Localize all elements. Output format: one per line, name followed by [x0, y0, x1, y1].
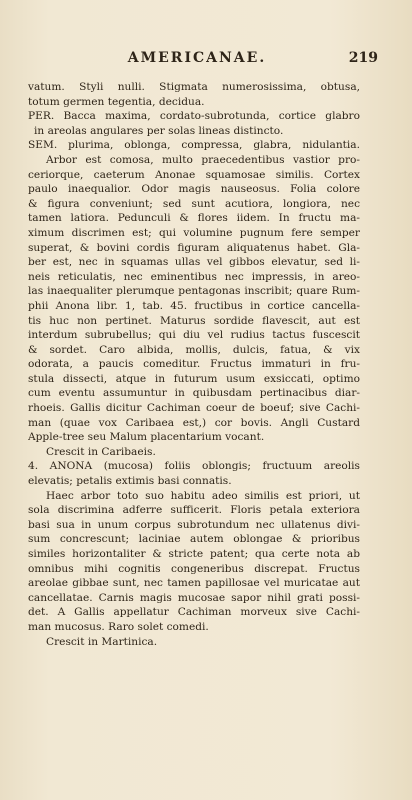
text-line: det. A Gallis appellatur Cachiman morveux sive Cachi- [28, 606, 360, 619]
text-line: man mucosus. Raro solet comedi. [28, 620, 209, 633]
text-line: las inaequaliter plerumque pentagonas inscribit; quare Rum- [28, 285, 360, 298]
text-line: areolae gibbae sunt, nec tamen papillosae vel muricatae aut [28, 577, 360, 590]
text-line: neis reticulatis, nec eminentibus nec impressis, in areo- [28, 270, 360, 283]
text-line: Arbor est comosa, multo praecedentibus vastior pro- [46, 153, 360, 166]
text-line: cancellatae. Carnis magis mucosae sapor nihil grati possi- [28, 591, 360, 604]
running-head: AMERICANAE. [127, 50, 267, 66]
text-line: in areolas angulares per solas lineas distincto. [34, 124, 284, 137]
page-number: 219 [348, 50, 378, 66]
body-text [28, 80, 360, 649]
text-line: stula dissecti, atque in futurum usum exsiccati, optimo [28, 372, 360, 385]
text-line: cum eventu assumuntur in quibusdam pertinacibus diar- [28, 387, 360, 400]
text-line: SEM. plurima, oblonga, compressa, glabra, nidulantia. [28, 139, 360, 152]
text-line: Haec arbor toto suo habitu adeo similis est priori, ut [46, 489, 360, 502]
page-header [16, 50, 378, 70]
text-line: Crescit in Martinica. [46, 635, 158, 648]
text-line: ber est, nec in squamas ullas vel gibbos elevatur, sed li- [28, 256, 360, 269]
text-line: rhoeis. Gallis dicitur Cachiman coeur de boeuf; sive Cachi- [28, 402, 360, 415]
text-line: ximum discrimen est; qui volumine pugnum fere semper [28, 226, 360, 239]
text-line: Crescit in Caribaeis. [46, 445, 156, 458]
text-line: vatum. Styli nulli. Stigmata numerosissima, obtusa, [28, 81, 360, 93]
text-line: & figura conveniunt; sed sunt acutiora, longiora, nec [28, 197, 360, 210]
text-line: totum germen tegentia, decidua. [28, 95, 205, 108]
text-line: paulo inaequalior. Odor magis nauseosus. Folia colore [28, 183, 360, 196]
text-line: Apple-tree seu Malum placentarium vocant. [28, 431, 265, 444]
text-line: phii Anona libr. 1, tab. 45. fructibus in cortice cancella- [28, 299, 360, 312]
text-line: omnibus mihi cognitis congeneribus discrepat. Fructus [28, 562, 360, 575]
text-line: odorata, a paucis comeditur. Fructus immaturi in fru- [28, 358, 360, 371]
text-line: tis huc non pertinet. Maturus sordide flavescit, aut est [28, 314, 360, 327]
text-line: 4. ANONA (mucosa) foliis oblongis; fructuum areolis [28, 460, 360, 473]
text-line: PER. Bacca maxima, cordato-subrotunda, cortice glabro [28, 110, 360, 123]
text-line: elevatis; petalis extimis basi connatis. [28, 475, 232, 488]
text-line: sola discrimina adferre sufficerit. Floris petala exteriora [28, 504, 360, 517]
text-line: & sordet. Caro albida, mollis, dulcis, fatua, & vix [28, 343, 360, 356]
text-line: superat, & bovini cordis figuram aliquatenus habet. Gla- [28, 241, 360, 254]
text-line: man (quae vox Caribaea est,) cor bovis. Angli Custard [28, 416, 360, 429]
text-line: interdum subrubellus; qui diu vel rudius tactus fuscescit [28, 329, 360, 342]
text-line: tamen latiora. Pedunculi & flores iidem. In fructu ma- [28, 212, 360, 225]
text-line: basi sua in unum corpus subrotundum nec ullatenus divi- [28, 518, 360, 531]
text-line: similes horizontaliter & stricte patent; qua certe nota ab [28, 548, 360, 560]
text-line: sum concrescunt; laciniae autem oblongae & prioribus [28, 533, 360, 546]
text-line: ceriorque, caeterum Anonae squamosae similis. Cortex [28, 168, 360, 181]
